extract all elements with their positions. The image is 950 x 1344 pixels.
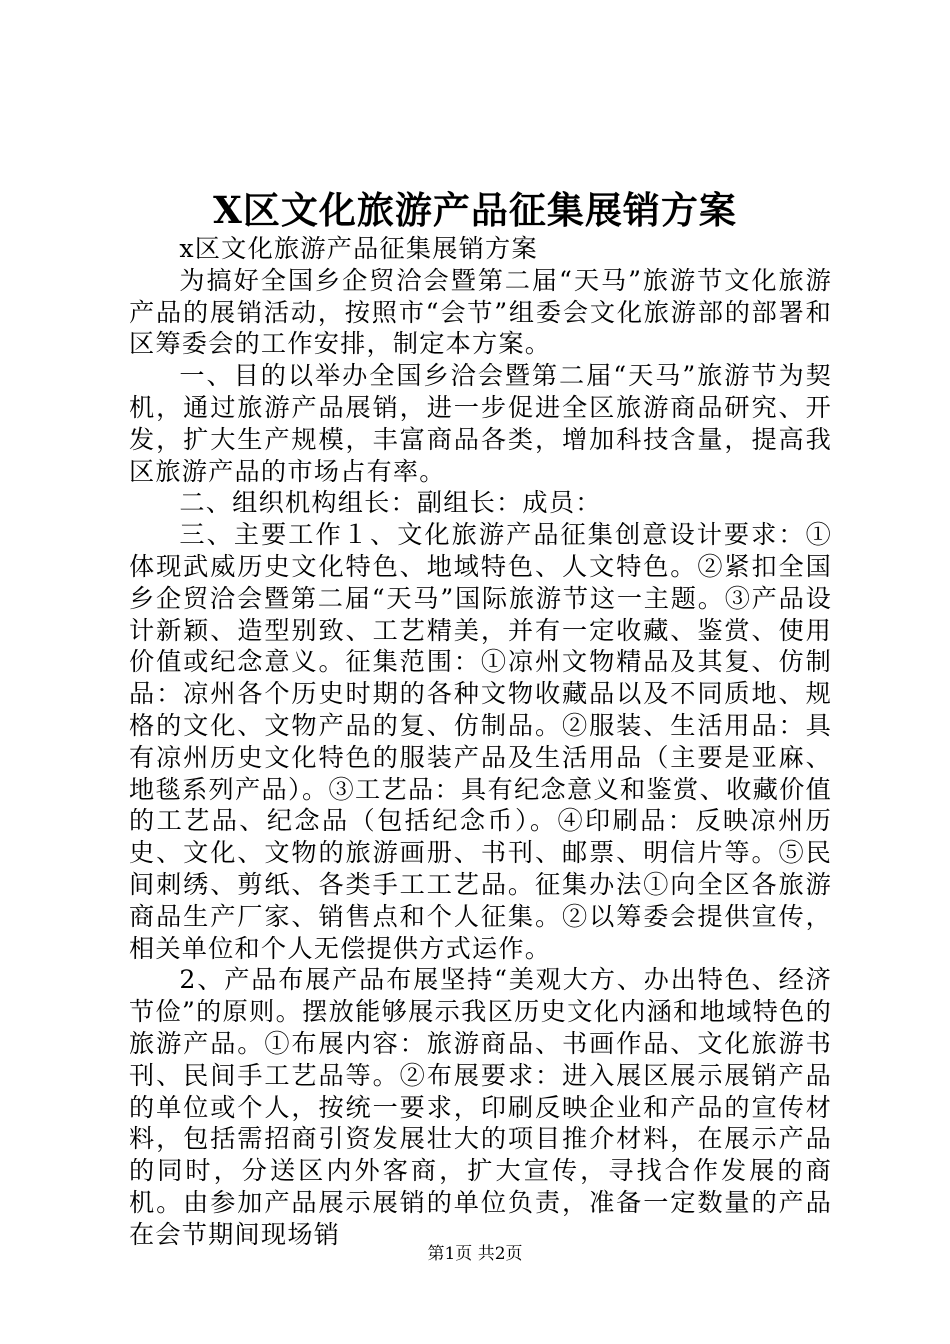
purpose-paragraph: 一、目的以举办全国乡洽会暨第二届“天马”旅游节为契机，通过旅游产品展销，进一步促进全区旅游商品研究、开发，扩大生产规模，丰富商品各类，增加科技含量，提高我区旅游产品的市场占有率。 [129,361,832,486]
exhibition-paragraph: 2、产品布展产品布展坚持“美观大方、办出特色、经济节俭”的原则。摆放能够展示我区历史文化内涵和地域特色的旅游产品。①布展内容：旅游商品、书画作品、文化旅游书刊、民间手工艺品等。②布展要求：进入展区展示展销产品的单位或个人，按统一要求，印刷反映企业和产品的宣传材料，包括需招商引资发展壮大的项目推介材料，在展示产品的同时，分送区内外客商，扩大宣传，寻找合作发展的商机。由参加产品展示展销的单位负责，准备一定数量的产品在会节期间现场销 [129,965,832,1249]
page-footer: 第1页 共2页 [427,1244,523,1264]
organization-paragraph: 二、组织机构组长：副组长：成员： [179,488,602,518]
document-title: X区文化旅游产品征集展销方案 [213,188,737,232]
intro-paragraph: 为搞好全国乡企贸洽会暨第二届“天马”旅游节文化旅游产品的展销活动，按照市“会节”组委会文化旅游部的部署和区筹委会的工作安排，制定本方案。 [129,265,832,359]
main-work-paragraph: 三、主要工作１、文化旅游产品征集创意设计要求：①体现武威历史文化特色、地域特色、人文特色。②紧扣全国乡企贸洽会暨第二届“天马”国际旅游节这一主题。③产品设计新颖、造型别致、工艺精美，并有一定收藏、鉴赏、使用价值或纪念意义。征集范围：①凉州文物精品及其复、仿制品：凉州各个历史时期的各种文物收藏品以及不同质地、规格的文化、文物产品的复、仿制品。②服装、生活用品：具有凉州历史文化特色的服装产品及生活用品（主要是亚麻、地毯系列产品）。③工艺品：具有纪念意义和鉴赏、收藏价值的工艺品、纪念品（包括纪念币）。④印刷品：反映凉州历史、文化、文物的旅游画册、书刊、邮票、明信片等。⑤民间刺绣、剪纸、各类手工工艺品。征集办法①向全区各旅游商品生产厂家、销售点和个人征集。②以筹委会提供宣传，相关单位和个人无偿提供方式运作。 [129,520,832,963]
subtitle-paragraph: x区文化旅游产品征集展销方案 [179,234,538,263]
document-body [129,233,832,1251]
